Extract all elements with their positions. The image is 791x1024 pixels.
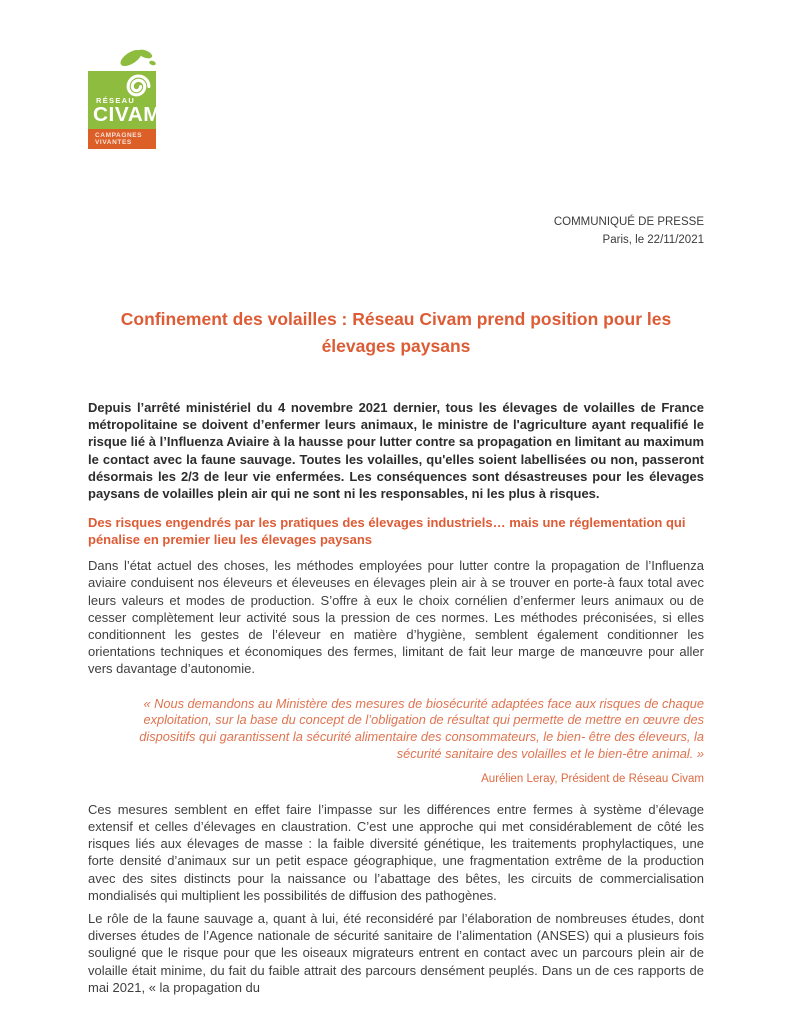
header-meta [88, 213, 704, 249]
body-paragraph-1: Dans l’état actuel des choses, les méthodes employées pour lutter contre la propagation de l’Influenza aviaire conduisent nos éleveurs et éleveuses en élevages plein air à se trouver en porte-à faux total avec leurs valeurs et modes de production. S’offre à eux le choix cornélien d’enfermer leurs animaux ou de cesser complètement leur activité sous la pression de ces normes. Les méthodes préconisées, si elles conditionnent les gestes de l’éleveur en matière d’hygiène, semblent également conditionner les orientations techniques et économiques des fermes, limitant de fait leur marge de manœuvre pour aller vers davantage d’autonomie. [88, 558, 704, 677]
section-subheading: Des risques engendrés par les pratiques des élevages industriels… mais une réglementation qui pénalise en premier lieu les élevages paysans [88, 515, 686, 548]
page-title: Confinement des volailles : Réseau Civam prend position pour les élevages paysans [120, 309, 672, 356]
body-paragraph-3: Le rôle de la faune sauvage a, quant à lui, été reconsidéré par l’élaboration de nombreuses études, dont diverses études de l’Agence nationale de sécurité sanitaire de l’alimentation (ANSES) qui a plusieurs fois souligné que le risque pour que les oiseaux migrateurs entrent en contact avec un parcours plein air de volaille était minime, du fait du faible attrait des parcours densément peuplés. Dans un de ces rapports de mai 2021, « la propagation du [88, 911, 704, 995]
press-release-kicker: COMMUNIQUÉ DE PRESSE [553, 216, 704, 228]
dateline: Paris, le 22/11/2021 [602, 234, 704, 246]
quote-attribution: Aurélien Leray, Président de Réseau Civam [481, 772, 704, 785]
body-paragraph-2: Ces mesures semblent en effet faire l’impasse sur les différences entre fermes à système d’élevage extensif et celles d’élevages en claustration. C’est une approche qui met considérablement de côté les risques liés aux élevages de masse : la faible diversité génétique, les traitements prophylactiques, une forte densité d’animaux sur un petit espace géographique, une fragmentation extrême de la production avec des sites distincts pour la naissance ou l’abattage des bêtes, les circuits de commercialisation mondialisés qui multiplient les possibilités de diffusion des pathogènes. [88, 801, 704, 903]
logo-square [88, 71, 162, 129]
logo-tagline [88, 129, 156, 149]
logo-civam-label: CIVAM [93, 104, 162, 126]
pull-quote-text: « Nous demandons au Ministère des mesures de biosécurité adaptées face aux risques de chaque exploitation, sur la base du concept de l’obligation de résultat qui permette de mettre en œuvre des dispositifs qui garantissent la sécurité alimentaire des consommateurs, le bien- être des éleveurs, la sécurité sanitaire des volailles et le bien-être animal. » [139, 695, 704, 762]
logo-reseau-label: RÉSEAU [96, 96, 136, 105]
logo-tagline-line1: CAMPAGNES [95, 132, 143, 139]
civam-logo [88, 45, 162, 149]
pull-quote [130, 696, 704, 763]
leaves-icon [88, 45, 156, 71]
lead-paragraph: Depuis l’arrêté ministériel du 4 novembre 2021 dernier, tous les élevages de volailles de France métropolitaine se doivent d’enfermer leurs animaux, le ministre de l'agriculture ayant requalifié le risque lié à l’Influenza Aviaire à la hausse pour lutter contre sa propagation en limitant au maximum le contact avec la faune sauvage. Toutes les volailles, qu'elles soient labellisées ou non, passeront désormais les 2/3 de leur vie enfermées. Les conséquences sont désastreuses pour les élevages paysans de volailles plein air qui ne sont ni les responsables, ni les plus à risques. [88, 400, 704, 502]
logo-tagline-line2: VIVANTES [95, 139, 132, 146]
